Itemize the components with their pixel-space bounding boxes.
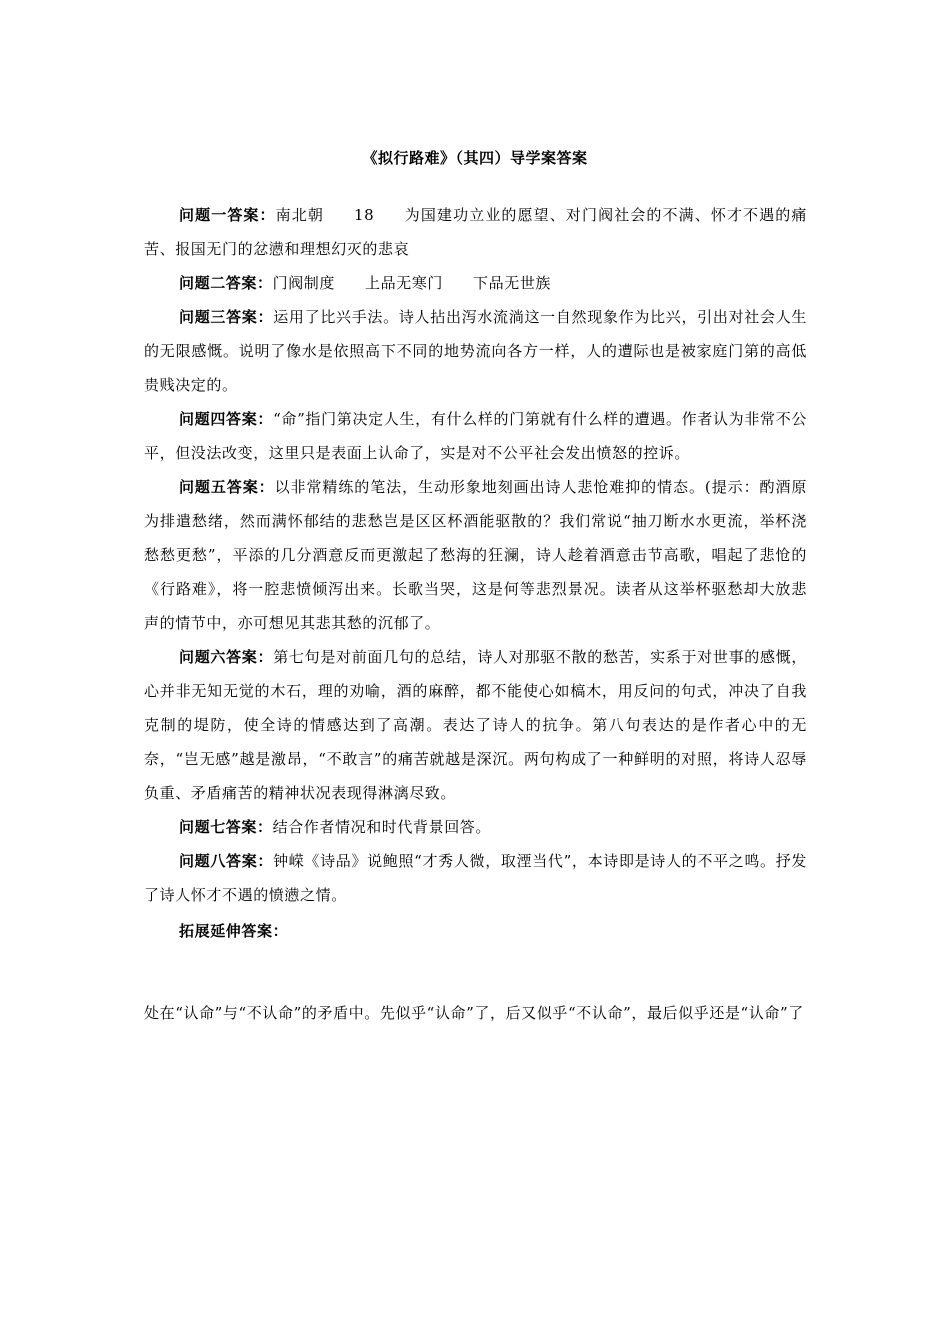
extension-label: 拓展延伸答案： [179, 922, 289, 940]
answer-label: 问题二答案： [179, 274, 273, 292]
answer-label: 问题六答案： [179, 648, 274, 666]
answer-8 [144, 844, 807, 912]
answer-7 [144, 810, 807, 844]
answer-label: 问题三答案： [179, 308, 274, 326]
answer-text: “命”指门第决定人生，有什么样的门第就有什么样的遭遇。作者认为非常不公平，但没法改变，这里只是表面上认命了，实是对不公平社会发出愤怒的控诉。 [144, 410, 807, 462]
answer-6 [144, 640, 807, 810]
answer-text: 以非常精练的笔法，生动形象地刻画出诗人悲怆难抑的情态。(提示：酌酒原为排遣愁绪，然而满怀郁结的悲愁岂是区区杯酒能驱散的？我们常说“抽刀断水水更流，举杯浇愁愁更愁”，平添的几分酒意反而更激起了愁海的狂澜，诗人趁着酒意击节高歌，唱起了悲怆的《行路难》，将一腔悲愤倾泻出来。长歌当哭，这是何等悲烈景况。读者从这举杯驱愁却大放悲声的情节中，亦可想见其悲其愁的沉郁了。 [144, 478, 807, 632]
answer-1-text: 为国建功立业的愿望、对门阀社会的不满、怀才不遇的痛苦、报国无门的忿懑和理想幻灭的悲哀 [144, 206, 807, 258]
answers-body [144, 198, 807, 950]
answer-2-part-3: 下品无世族 [473, 274, 552, 292]
answer-text: 钟嵘《诗品》说鲍照“才秀人微，取湮当代”，本诗即是诗人的不平之鸣。抒发了诗人怀才不遇的愤懑之情。 [144, 852, 807, 904]
extension-text: 处在“认命”与“不认命”的矛盾中。先似乎“认命”了，后又似乎“不认命”，最后似乎还是“认命”了 [144, 1004, 804, 1022]
document-title: 《拟行路难》（其四）导学案答案 [362, 149, 588, 167]
answer-text: 结合作者情况和时代背景回答。 [272, 818, 492, 836]
answer-1 [144, 198, 807, 266]
answer-2-part-2: 上品无寒门 [365, 274, 444, 292]
answer-text: 运用了比兴手法。诗人拈出泻水流淌这一自然现象作为比兴，引出对社会人生的无限感慨。说明了像水是依照高下不同的地势流向各方一样，人的遭际也是被家庭门第的高低贵贱决定的。 [144, 308, 807, 394]
answer-4 [144, 402, 807, 470]
answer-2 [144, 266, 807, 300]
answer-label: 问题七答案： [179, 818, 273, 836]
answer-text: 第七句是对前面几句的总结，诗人对那驱不散的愁苦，实系于对世事的感慨，心并非无知无觉的木石，理的劝喻，酒的麻醉，都不能使心如槁木，用反问的句式，冲决了自我克制的堤防，使全诗的情感达到了高潮。表达了诗人的抗争。第八句表达的是作者心中的无奈，“岂无感”越是激昂，“不敢言”的痛苦就越是深沉。两句构成了一种鲜明的对照，将诗人忍辱负重、矛盾痛苦的精神状况表现得淋漓尽致。 [144, 648, 807, 802]
answer-label: 问题五答案： [179, 478, 275, 496]
answer-label: 问题一答案： [179, 206, 276, 224]
answer-label: 问题八答案： [179, 852, 274, 870]
answer-1-dynasty: 南北朝 [275, 206, 324, 224]
answer-1-number: 18 [353, 206, 375, 224]
answer-3 [144, 300, 807, 402]
answer-2-part-1: 门阀制度 [272, 274, 336, 292]
answer-label: 问题四答案： [179, 410, 274, 428]
answer-5 [144, 470, 807, 640]
